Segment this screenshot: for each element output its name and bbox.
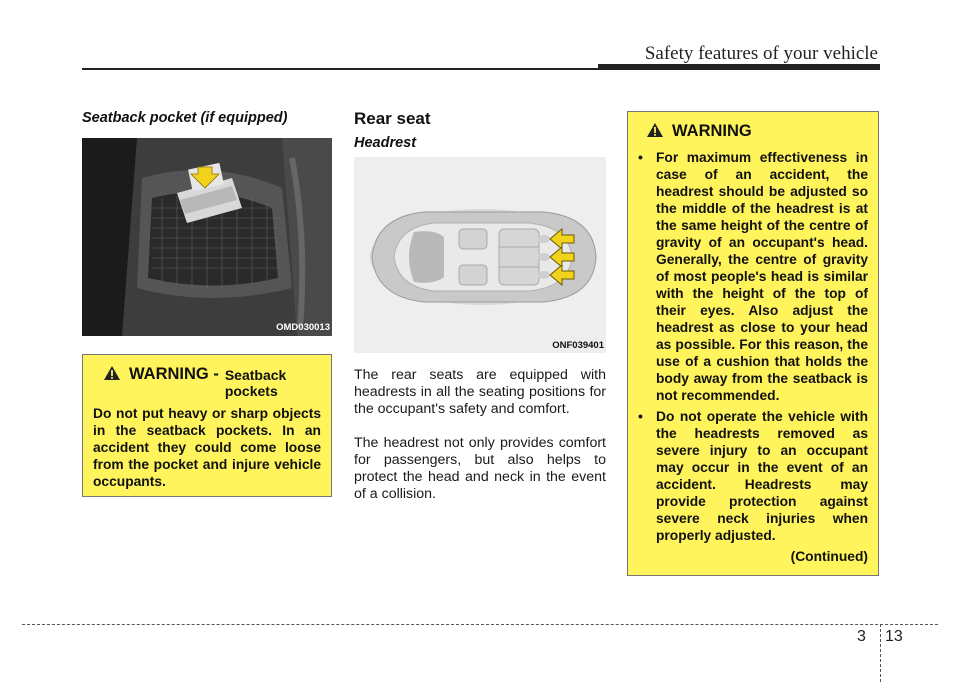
footer-rule [22, 624, 938, 625]
warning-bullet: • Do not operate the vehicle with the headrests removed as severe injury to an occupant may occur in the event of an accident. Headrests may provide protection against severe neck injuries when properly adjusted. [636, 408, 868, 544]
warning-word: WARNING - [129, 365, 219, 383]
headrest-warning-box [627, 111, 879, 576]
warning-triangle-icon [646, 122, 664, 138]
car-headrest-diagram [354, 157, 606, 353]
headrest-subheading: Headrest [354, 135, 417, 151]
warning-word: WARNING [672, 122, 752, 140]
continued-label: (Continued) [790, 549, 868, 564]
seatback-pocket-heading: Seatback pocket (if equipped) [82, 110, 288, 126]
seatback-pocket-photo [82, 138, 332, 336]
paragraph-rear-seats: The rear seats are equipped with headrests in all the seating positions for the occupant's safety and comfort. [354, 367, 606, 417]
footer-divider [880, 624, 881, 682]
seatback-warning-box [82, 354, 332, 497]
section-title: Safety features of your vehicle [644, 43, 878, 64]
paragraph-headrest: The headrest not only provides comfort for passengers, but also helps to protect the head and neck in the event of a collision. [354, 435, 606, 502]
image-code: OMD030013 [276, 322, 330, 333]
page-number: 13 [885, 628, 903, 645]
warning-subtitle: Seatback pockets [224, 367, 287, 399]
rear-seat-heading: Rear seat [354, 109, 431, 128]
warning-body: Do not put heavy or sharp objects in the seatback pockets. In an accident they could come loose from the pocket and injure vehicle occupants. [93, 406, 321, 489]
image-code: ONF039401 [552, 340, 604, 351]
chapter-number: 3 [857, 628, 866, 645]
warning-bullet: • For maximum effectiveness in case of an accident, the headrest should be adjusted so the middle of the headrest is at the same height of the centre of gravity of an occupant's head. Generally, the centre of gravity of most people's head is similar with the height of the top of their eyes. Also adjust the headrest as close to your head as possible. For this reason, the use of a cushion that holds the body away from the seatback is not recommended. [636, 149, 868, 404]
header-rule [82, 68, 598, 70]
header-bar [598, 64, 880, 70]
warning-triangle-icon [103, 365, 121, 381]
